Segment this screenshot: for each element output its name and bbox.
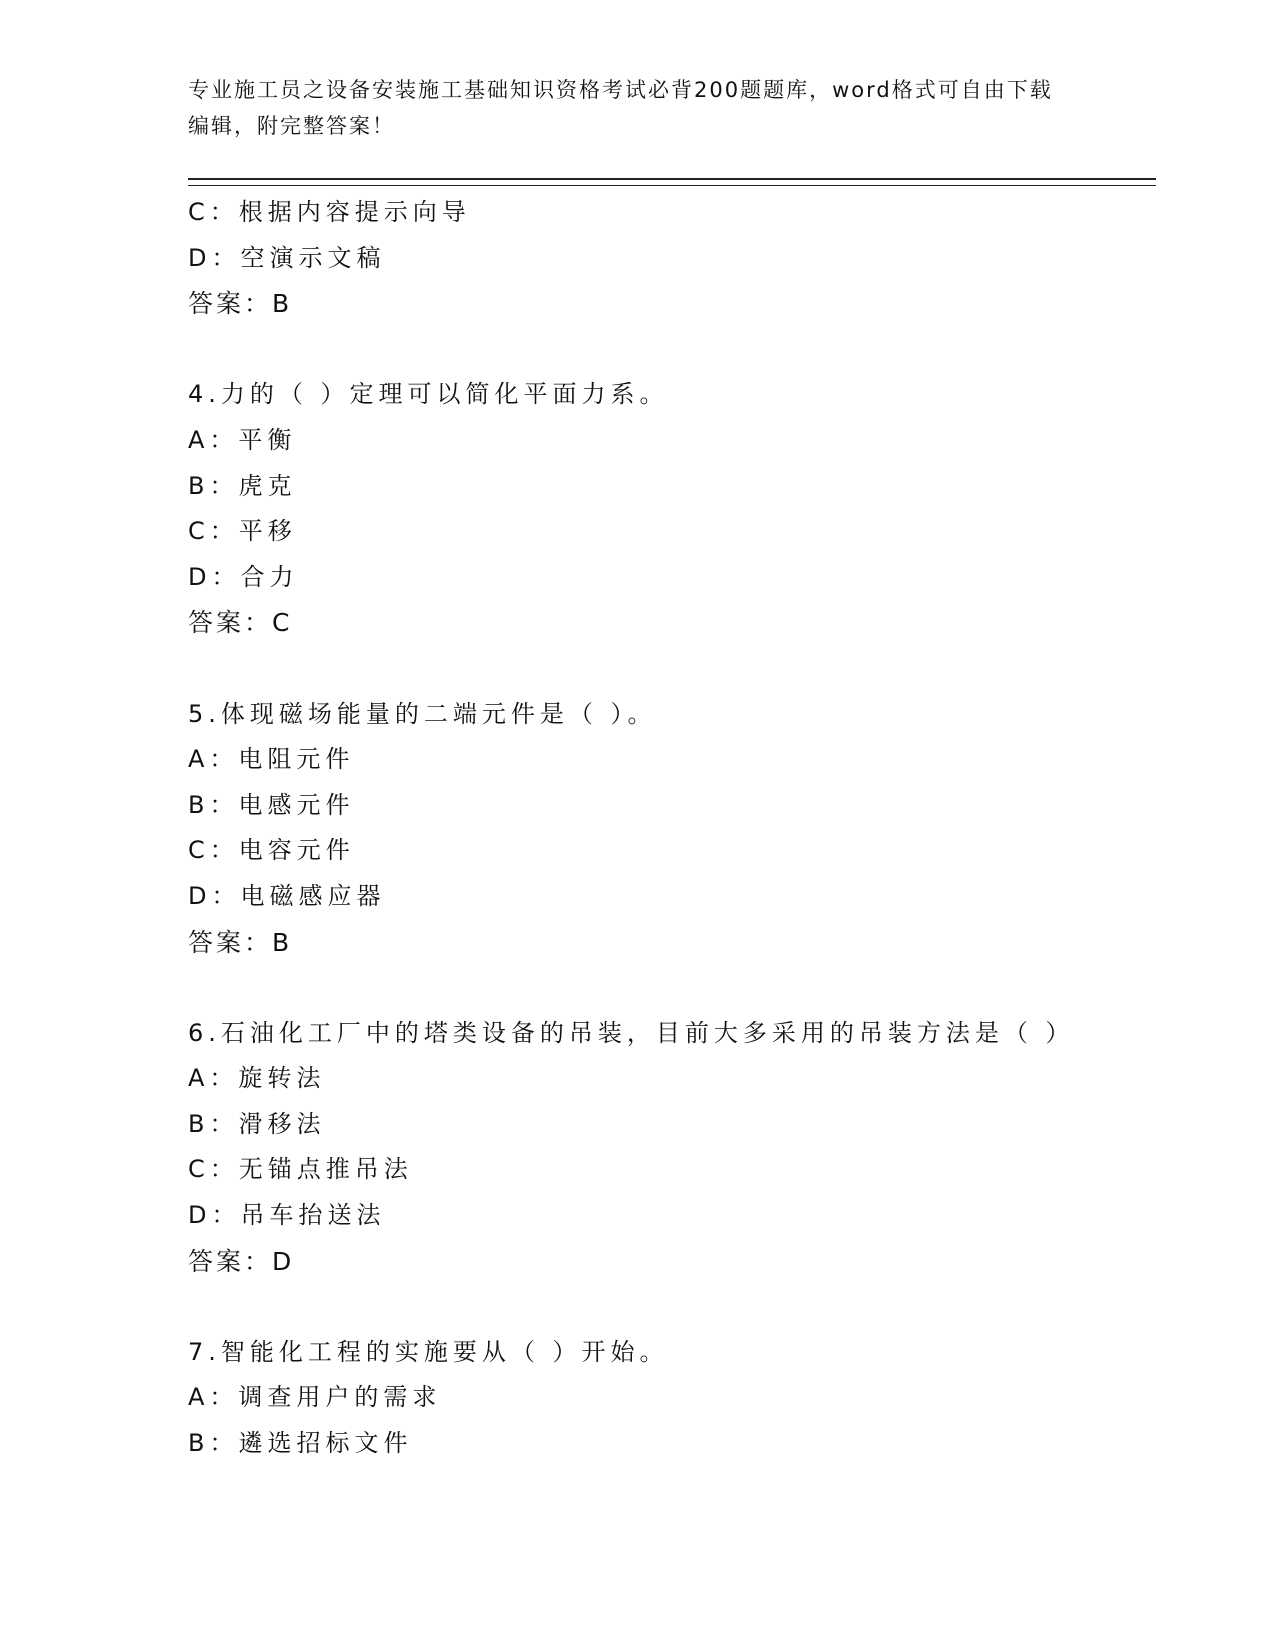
document-header bbox=[188, 72, 1068, 144]
question-stem: 6.石油化工厂中的塔类设备的吊装，目前大多采用的吊装方法是（ ） bbox=[188, 1018, 1075, 1047]
option-text: 滑移法 bbox=[238, 1109, 326, 1138]
option-label: C： bbox=[188, 517, 239, 546]
option-label: B： bbox=[188, 1429, 239, 1458]
option-label: D： bbox=[188, 243, 241, 272]
spacer bbox=[188, 965, 1156, 1011]
option-text: 平衡 bbox=[238, 425, 297, 454]
spacer bbox=[188, 646, 1156, 692]
option-label: C： bbox=[188, 198, 239, 226]
answer-line: 答案：B bbox=[188, 927, 293, 957]
option-line bbox=[188, 1375, 1156, 1421]
option-label: D： bbox=[188, 1201, 241, 1230]
option-label: A： bbox=[188, 425, 239, 454]
option-text: 调查用户的需求 bbox=[238, 1383, 442, 1412]
option-line bbox=[188, 1102, 1156, 1148]
option-text: 电阻元件 bbox=[238, 745, 355, 774]
option-line bbox=[188, 783, 1156, 829]
option-line bbox=[188, 236, 1156, 282]
option-text: 电容元件 bbox=[238, 836, 355, 865]
option-text: 虎克 bbox=[238, 471, 297, 500]
answer-line: 答案：C bbox=[188, 608, 293, 638]
option-text: 遴选招标文件 bbox=[238, 1429, 413, 1458]
option-label: D： bbox=[188, 881, 241, 910]
option-text: 根据内容提示向导 bbox=[238, 198, 471, 226]
option-label: B： bbox=[188, 471, 239, 500]
option-label: A： bbox=[188, 1383, 239, 1412]
option-label: A： bbox=[188, 1064, 239, 1093]
option-text: 合力 bbox=[240, 562, 299, 591]
option-line bbox=[188, 555, 1156, 601]
option-label: C： bbox=[188, 1155, 239, 1184]
option-line bbox=[188, 1193, 1156, 1239]
option-label: B： bbox=[188, 790, 239, 819]
spacer bbox=[188, 1284, 1156, 1330]
option-line bbox=[188, 1056, 1156, 1102]
option-line bbox=[188, 737, 1156, 783]
answer-line: 答案：B bbox=[188, 289, 293, 319]
option-label: D： bbox=[188, 562, 241, 591]
option-line bbox=[188, 1147, 1156, 1193]
question-list bbox=[188, 190, 1156, 1467]
header-divider bbox=[188, 178, 1156, 186]
option-text: 平移 bbox=[238, 517, 297, 546]
option-label: C： bbox=[188, 836, 239, 865]
option-text: 吊车抬送法 bbox=[240, 1201, 386, 1230]
option-line bbox=[188, 418, 1156, 464]
option-text: 无锚点推吊法 bbox=[238, 1155, 413, 1184]
spacer bbox=[188, 327, 1156, 373]
option-text: 电感元件 bbox=[238, 790, 355, 819]
question-stem: 4.力的（ ）定理可以简化平面力系。 bbox=[188, 380, 669, 409]
option-line bbox=[188, 464, 1156, 510]
option-line bbox=[188, 874, 1156, 920]
option-line bbox=[188, 509, 1156, 555]
option-label: B： bbox=[188, 1109, 239, 1138]
option-line bbox=[188, 1421, 1156, 1467]
option-text: 电磁感应器 bbox=[240, 881, 386, 910]
option-line bbox=[188, 190, 1156, 236]
option-text: 旋转法 bbox=[238, 1064, 326, 1093]
header-title: 专业施工员之设备安装施工基础知识资格考试必背200题题库，word格式可自由下载编辑，附完整答案！ bbox=[188, 78, 1053, 138]
question-stem: 7.智能化工程的实施要从（ ）开始。 bbox=[188, 1337, 669, 1366]
option-text: 空演示文稿 bbox=[240, 243, 386, 272]
question-stem: 5.体现磁场能量的二端元件是（ ）。 bbox=[188, 699, 657, 728]
option-label: A： bbox=[188, 745, 239, 774]
option-line bbox=[188, 828, 1156, 874]
answer-line: 答案：D bbox=[188, 1246, 295, 1276]
